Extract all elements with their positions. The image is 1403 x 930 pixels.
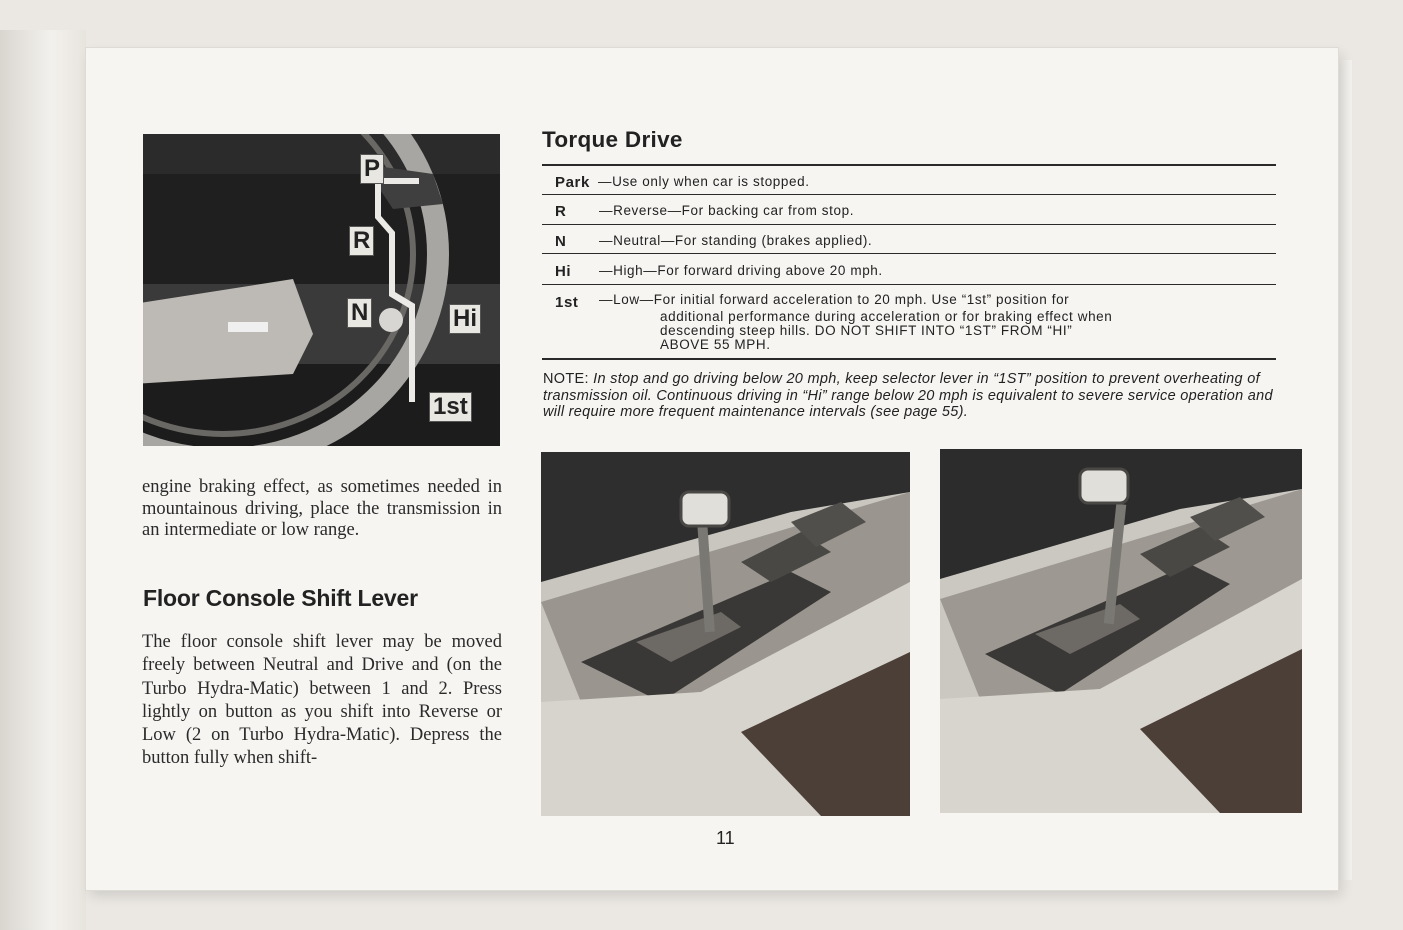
table-top-rule [542, 164, 1276, 166]
row-key: Park [555, 174, 590, 191]
row-desc-line: additional performance during acceleration or for braking effect when [660, 309, 1113, 324]
gear-label-high: Hi [449, 304, 481, 334]
console-shifter-photo-1 [541, 452, 910, 816]
note-text: In stop and go driving below 20 mph, keep selector lever in “1ST” position to prevent overheating of transmission oil. Continuous driving in “Hi” range below 20 mph is equivalent to severe service operation and will require more frequent maintenance intervals (see page 55). [543, 371, 1273, 420]
gear-label-neutral: N [347, 298, 372, 328]
note [543, 371, 1288, 421]
console-illustration-2 [940, 449, 1302, 813]
table-row [542, 263, 1276, 283]
table-bottom-rule [542, 358, 1276, 360]
page-edge [1338, 60, 1352, 880]
gear-label-park: P [360, 154, 384, 184]
row-desc: —Use only when car is stopped. [598, 174, 810, 189]
section-heading: Floor Console Shift Lever [143, 585, 418, 611]
row-divider [542, 194, 1276, 195]
dashboard-shifter-photo [143, 134, 500, 446]
row-divider [542, 224, 1276, 225]
console-illustration-1 [541, 452, 910, 816]
note-label: NOTE: [543, 371, 589, 387]
table-row [542, 203, 1276, 223]
gear-label-reverse: R [349, 226, 374, 256]
page-number: 11 [716, 828, 735, 848]
table-row [542, 174, 1276, 194]
gear-label-first: 1st [429, 392, 472, 422]
row-desc-line: ABOVE 55 MPH. [660, 337, 771, 352]
table-row [542, 233, 1276, 253]
intro-paragraph: engine braking effect, as sometimes needed in mountainous driving, place the transmission in an intermediate or low range. [142, 477, 502, 540]
console-shifter-photo-2 [940, 449, 1302, 813]
row-desc: —Neutral—For standing (brakes applied). [599, 233, 873, 248]
console-paragraph: The floor console shift lever may be moved freely between Neutral and Drive and (on the Turbo Hydra-Matic) between 1 and 2. Press lightly on button as you shift into Reverse or Low (2 on Turbo Hydra-Matic). Depress the button fully when shift- [142, 632, 502, 769]
row-divider [542, 284, 1276, 285]
torque-drive-title: Torque Drive [542, 127, 683, 152]
row-desc-line: —Low—For initial forward acceleration to 20 mph. Use “1st” position for [599, 292, 1070, 307]
book-spine-left [0, 30, 86, 930]
row-divider [542, 253, 1276, 254]
table-row [542, 294, 1276, 356]
row-desc: —Reverse—For backing car from stop. [599, 203, 855, 218]
row-desc: —High—For forward driving above 20 mph. [599, 263, 883, 278]
row-key: 1st [555, 294, 579, 311]
row-key: Hi [555, 263, 572, 280]
row-desc-line: descending steep hills. DO NOT SHIFT INTO “1ST” FROM “HI” [660, 323, 1073, 338]
row-key: N [555, 233, 567, 250]
row-key: R [555, 203, 567, 220]
